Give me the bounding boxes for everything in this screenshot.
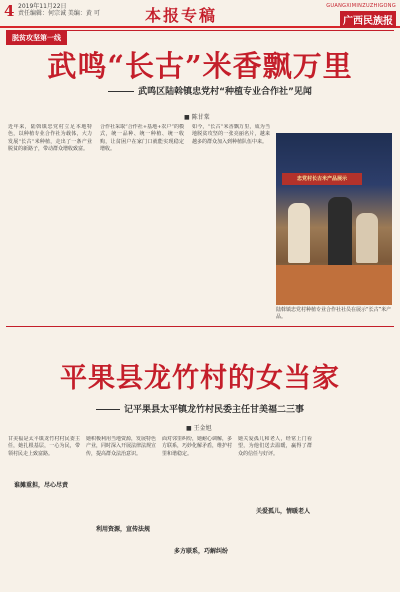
article2-subtitle-wrap [40,402,360,415]
header-editors: 责任编辑：何宗诚 美编：黄 可 [18,10,100,17]
article2-subhead-1: 谁摊重担，尽心尽责 [14,482,69,489]
article1-column-3: 如今，“长古”米香飘万里，成为当地脱贫攻坚的一张亮丽名片，越来越多的群众加入到种植队伍中来。 [192,124,270,145]
article2-column-1b [8,494,80,590]
page-header [0,0,400,28]
logo-english: GUANGXIMINZUZHIGONG [326,3,396,9]
article2-column-5 [318,436,394,590]
article2-column-2: 她积极利用当地资源，发展特色产业，同时深入开展法律法规宣传，提高群众法治意识。 [86,436,156,457]
section-title: 本报专稿 [145,6,218,25]
article2-subhead-4: 关爱孤儿，情暖老人 [256,508,311,515]
article-separator [6,326,394,327]
photo-person [356,213,378,263]
header-date-block [18,3,100,17]
article2-title: 平果县龙竹村的女当家 [60,363,340,394]
newspaper-logo [312,3,396,28]
photo-product-table [276,265,392,305]
subtitle-dash [108,91,134,92]
photo-caption: 陆斡镇忠党村种植专业合作社社员在展示“长古”米产品。 [276,307,392,320]
article1-title: 武鸣“长古”米香飘万里 [47,49,353,83]
article1-tag: 脱贫攻坚第一线 [6,31,67,45]
article2-column-3: 面对邻里纠纷，她耐心调解，多方联系，巧妙化解矛盾，维护村里和谐稳定。 [162,436,232,457]
header-date: 2019年11月22日 [18,3,67,10]
article1-column-1: 近年来，陆斡镇忠党村立足本地特色，以种植专业合作社为载体，大力发展“长古”米种植，走出了一条产业脱贫的新路子，带动群众增收致富。 [8,124,92,153]
article2-column-4: 她关爱孤儿和老人，经常上门看望，为他们送去温暖，赢得了群众的信任与好评。 [238,436,312,457]
article2-subhead-3: 多方联系，巧解纠纷 [174,548,229,555]
article2-author: ■ 王金旭 [186,425,212,432]
logo-chinese: 广西民族报 [340,11,396,28]
article1-photo [276,133,392,305]
article2-subhead-2: 利用资源，宣传法规 [96,526,151,533]
photo-person [328,197,352,267]
article2-subtitle: 记平果县太平镇龙竹村民委主任甘美福二三事 [123,405,304,415]
article2-column-1: 甘美福是太平镇龙竹村村民委主任，她扎根基层，一心为民，带领村民走上致富路。 [8,436,80,457]
page-number: 4 [4,2,15,20]
photo-person [288,203,310,263]
photo-banner: 忠党村长古米产品展示 [282,173,362,185]
article1-author: ■ 陈甘棠 [184,114,210,121]
subtitle-dash [96,409,120,410]
article1-subtitle: 武鸣区陆斡镇忠党村“种植专业合作社”见闻 [138,87,312,97]
article1-subtitle-wrap [60,84,360,97]
article1-column-2: 合作社采取“合作社+基地+农户”的模式，统一品种、统一种植、统一收购，让贫困户在家门口就能实现稳定增收。 [100,124,184,153]
